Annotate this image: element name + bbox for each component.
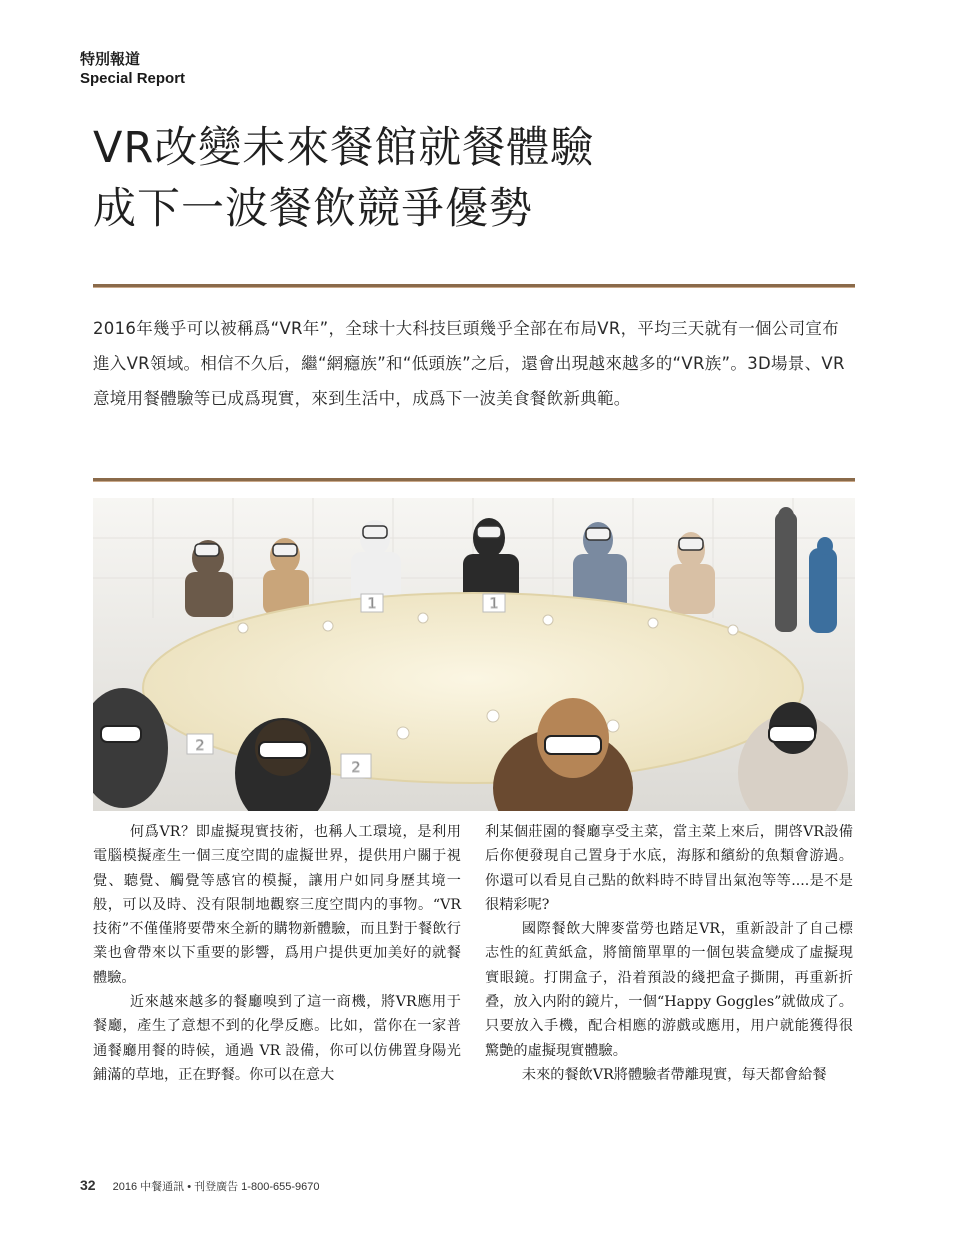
place-card-number-2: 1 — [489, 596, 499, 612]
body-column-left — [93, 820, 461, 1087]
body-paragraph: 近來越來越多的餐廳嗅到了這一商機，將VR應用于餐廳，產生了意想不到的化學反應。比如，當你在一家普通餐廳用餐的時候，通過 VR 設備，你可以仿佛置身陽光鋪滿的草地，正在野餐。你可以在意大 — [93, 994, 461, 1083]
place-card-number-3: 2 — [195, 738, 205, 754]
lede-paragraph: 2016年幾乎可以被稱爲“VR年”，全球十大科技巨頭幾乎全部在布局VR，平均三天就有一個公司宣布進入VR領域。相信不久后，繼“網癮族”和“低頭族”之后，還會出現越來越多的“VR族”。3D場景、VR意境用餐體驗等已成爲現實，來到生活中，成爲下一波美食餐飲新典範。 — [93, 319, 845, 408]
headline-line-2: 成下一波餐飲競爭優勢 — [93, 184, 533, 234]
body-paragraph-continued: 利某個莊園的餐廳享受主菜，當主菜上來后，開啓VR設備后你便發現自己置身于水底，海豚和繽紛的魚類會游過。你還可以看見自己點的飲料時不時冒出氣泡等等....是不是很精彩呢? — [485, 824, 853, 913]
bottom-divider — [93, 478, 855, 482]
section-label — [80, 50, 185, 88]
headline-line-1: VR改變未來餐館就餐體驗 — [93, 123, 595, 173]
body-paragraph: 何爲VR？即虛擬現實技術，也稱人工環境，是利用電腦模擬產生一個三度空間的虛擬世界，提供用户關于視覺、聽覺、觸覺等感官的模擬，讓用户如同身歷其境一般，可以及時、没有限制地觀察三度空間内的事物。“VR技術”不僅僅將要帶來全新的購物新體驗，而且對于餐飲行業也會帶來以下重要的影響，爲用户提供更加美好的就餐體驗。 — [93, 824, 461, 986]
body-paragraph: 國際餐飲大牌麥當勞也踏足VR，重新設計了自己標志性的紅黄紙盒，將簡簡單單的一個包裝盒變成了虛擬現實眼鏡。打開盒子，沿着預設的綫把盒子撕開，再重新折叠，放入内附的鏡片，一個“Happy Goggles”就做成了。只要放入手機，配合相應的游戲或應用，用户就能獲得很驚艶的虛擬現實體驗。 — [485, 921, 853, 1059]
article-headline — [93, 118, 853, 240]
section-label-chinese: 特別報道 — [80, 50, 141, 68]
body-column-right — [485, 820, 853, 1087]
page-footer — [80, 1177, 319, 1194]
vr-dining-photo — [93, 498, 855, 811]
page-number: 32 — [80, 1177, 96, 1193]
body-paragraph: 未來的餐飲VR將體驗者帶離現實，每天都會給餐 — [521, 1066, 827, 1083]
place-card-number-4: 2 — [351, 760, 361, 776]
top-divider — [93, 284, 855, 288]
section-label-english: Special Report — [80, 70, 186, 87]
footer-text: 2016 中餐通訊 • 刊登廣告 1-800-655-9670 — [112, 1181, 320, 1193]
place-card-number-1: 1 — [367, 596, 377, 612]
